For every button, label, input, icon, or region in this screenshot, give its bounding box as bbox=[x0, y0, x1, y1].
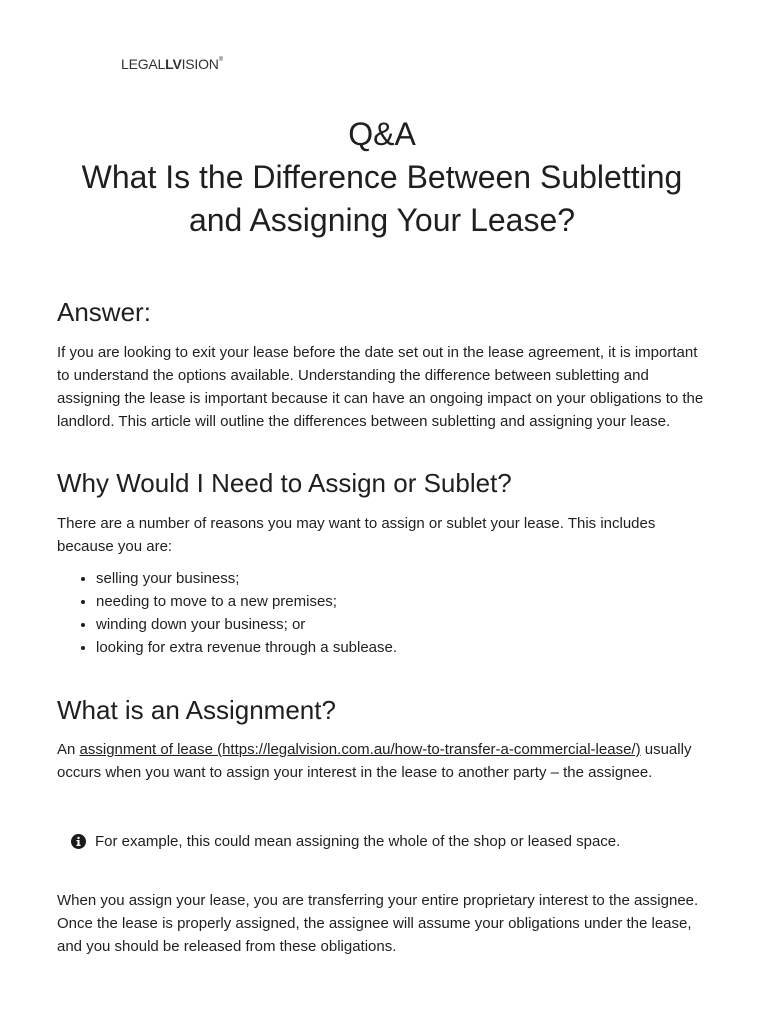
answer-heading: Answer: bbox=[57, 297, 151, 327]
why-paragraph: There are a number of reasons you may want to assign or sublet your lease. This includes because you are: bbox=[57, 515, 656, 555]
logo-text-bold: LV bbox=[165, 56, 182, 72]
assignment-intro-suffix: usually occurs when you want to assign your interest in the lease to another party – the assignee. bbox=[57, 741, 692, 781]
logo-text-suffix: ISION bbox=[181, 56, 219, 72]
title-line-2: and Assigning Your Lease? bbox=[188, 202, 576, 238]
page-title bbox=[57, 113, 707, 242]
assignment-intro bbox=[57, 738, 712, 784]
title-line-1: What Is the Difference Between Subletting bbox=[81, 159, 683, 195]
logo-text-prefix: LEGAL bbox=[121, 56, 166, 72]
assignment-of-lease-link[interactable]: assignment of lease (https://legalvision.com.au/how-to-transfer-a-commercial-lease/) bbox=[79, 741, 641, 758]
list-item: • selling your business; bbox=[96, 567, 397, 590]
reasons-list bbox=[57, 567, 397, 659]
legalvision-logo bbox=[121, 56, 223, 72]
logo-registered-mark: ® bbox=[218, 57, 223, 63]
list-item: • looking for extra revenue through a sublease. bbox=[96, 636, 397, 659]
answer-paragraph: If you are looking to exit your lease before the date set out in the lease agreement, it is important to understand the options available. Understanding the difference between subletting and assigning the lease is important because it can have an ongoing impact on your obligations to the landlord. This article will outline the differences between subletting and assigning your lease. bbox=[57, 344, 704, 430]
assignment-heading: What is an Assignment? bbox=[57, 695, 336, 725]
callout-text: For example, this could mean assigning the whole of the shop or leased space. bbox=[95, 833, 621, 850]
list-item: • winding down your business; or bbox=[96, 613, 397, 636]
example-callout bbox=[71, 830, 691, 853]
title-qa: Q&A bbox=[348, 116, 416, 152]
list-item: • needing to move to a new premises; bbox=[96, 590, 397, 613]
assignment-intro-prefix: An bbox=[57, 741, 80, 758]
info-icon bbox=[71, 834, 86, 849]
why-heading: Why Would I Need to Assign or Sublet? bbox=[57, 468, 512, 498]
assignment-paragraph: When you assign your lease, you are transferring your entire proprietary interest to the assignee. Once the lease is properly assigned, the assignee will assume your obligations under the lease, and you should be released from these obligations. bbox=[57, 892, 699, 955]
